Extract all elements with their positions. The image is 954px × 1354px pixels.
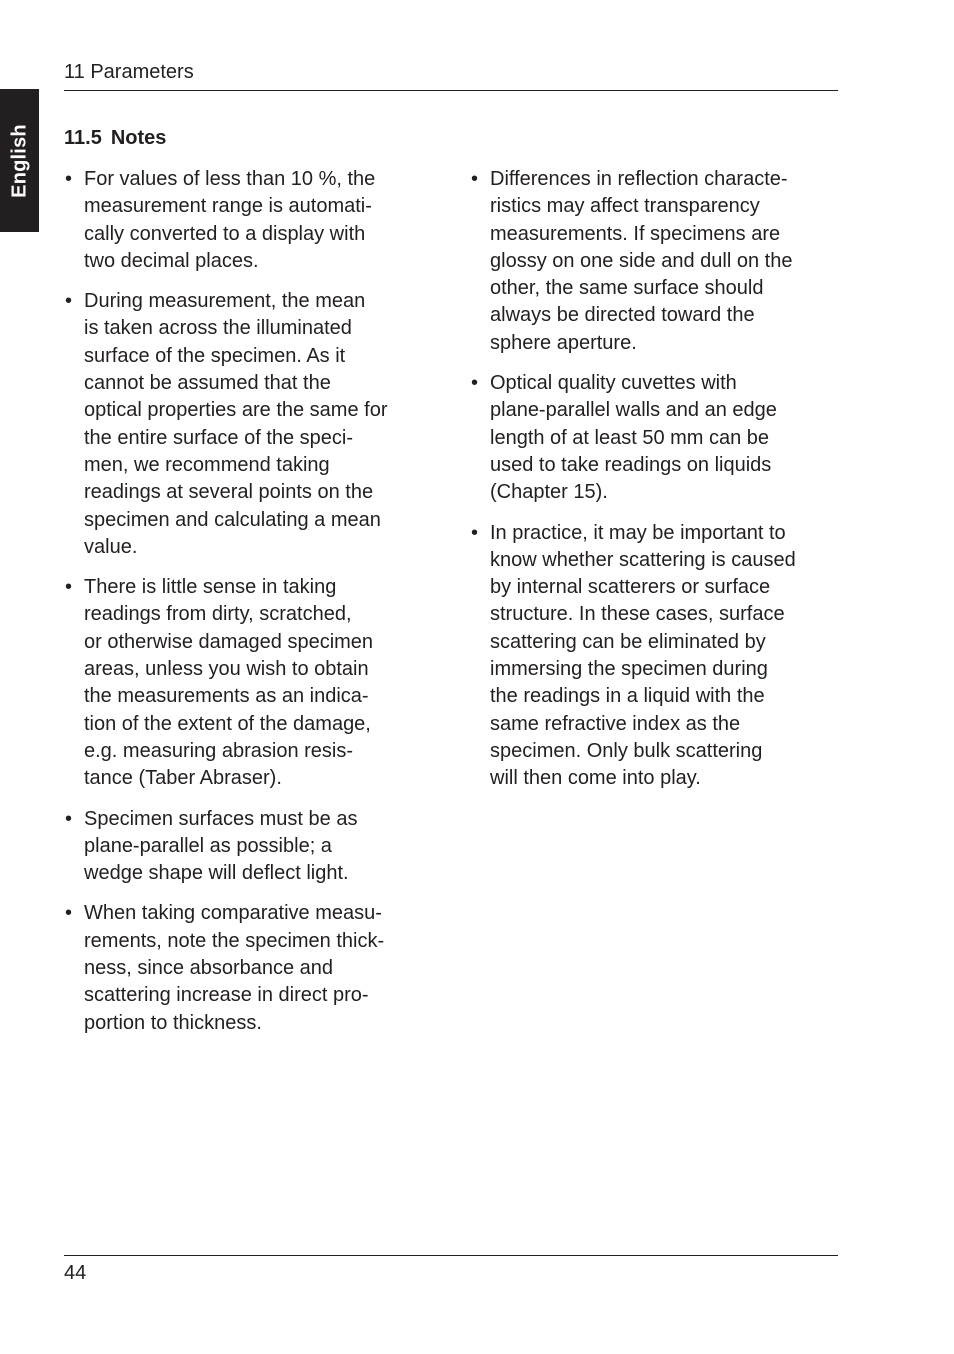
- bullet-icon: •: [65, 576, 73, 599]
- note-text-line: areas, unless you wish to obtain: [84, 658, 369, 681]
- note-text-line: know whether scattering is caused: [490, 548, 796, 571]
- note-text-line: structure. In these cases, surface: [490, 603, 785, 626]
- right-column-notes: [470, 166, 842, 806]
- note-text-line: other, the same surface should: [490, 277, 764, 300]
- note-text-line: Optical quality cuvettes with: [490, 372, 737, 395]
- note-text-line: (Chapter 15).: [490, 481, 608, 504]
- note-text-line: glossy on one side and dull on the: [490, 249, 793, 272]
- note-text-line: the measurements as an indica-: [84, 685, 369, 708]
- language-tab: [0, 89, 39, 232]
- note-item: [470, 520, 842, 793]
- page-number: 44: [64, 1262, 87, 1284]
- bullet-icon: •: [471, 168, 479, 190]
- note-text-line: tion of the extent of the damage,: [84, 712, 371, 735]
- header-divider: [64, 90, 838, 91]
- note-item: [64, 806, 436, 888]
- bullet-icon: •: [65, 290, 73, 313]
- note-text-line: the entire surface of the speci-: [84, 426, 354, 449]
- note-text-line: rements, note the specimen thick-: [84, 929, 385, 952]
- note-item: [64, 288, 436, 561]
- note-text-line: value.: [84, 535, 138, 558]
- note-text-line: or otherwise damaged specimen: [84, 630, 374, 653]
- bullet-icon: •: [65, 807, 73, 830]
- note-text-line: sphere aperture.: [490, 331, 637, 354]
- note-text-line: tance (Taber Abraser).: [84, 767, 282, 790]
- note-item: [470, 370, 842, 506]
- note-text-line: readings at several points on the: [84, 481, 374, 504]
- note-text-line: men, we recommend taking: [84, 453, 330, 476]
- note-item: [64, 574, 436, 792]
- note-text-line: surface of the specimen. As it: [84, 344, 346, 367]
- note-text-line: cally converted to a display with: [84, 222, 366, 245]
- note-text-line: During measurement, the mean: [84, 290, 366, 313]
- language-tab-label: English: [8, 123, 30, 198]
- note-item: [64, 900, 436, 1036]
- note-text-line: portion to thickness.: [84, 1011, 262, 1034]
- note-text-line: two decimal places.: [84, 249, 259, 272]
- note-text-line: specimen. Only bulk scattering: [490, 739, 763, 762]
- running-header: 11 Parameters: [64, 61, 194, 83]
- note-text-line: Differences in reflection characte-: [490, 168, 788, 190]
- note-text-line: plane-parallel walls and an edge: [490, 399, 777, 422]
- note-text-line: ristics may affect transparency: [490, 195, 760, 218]
- footer-divider: [64, 1255, 838, 1256]
- note-text-line: For values of less than 10 %, the: [84, 168, 376, 190]
- bullet-icon: •: [471, 372, 479, 395]
- note-text-line: specimen and calculating a mean: [84, 508, 381, 531]
- note-text-line: readings from dirty, scratched,: [84, 603, 352, 626]
- section-number: 11.5: [64, 127, 102, 149]
- note-text-line: used to take readings on liquids: [490, 453, 772, 476]
- note-text-line: is taken across the illuminated: [84, 317, 352, 340]
- note-text-line: scattering increase in direct pro-: [84, 984, 369, 1007]
- note-item: [64, 166, 436, 275]
- note-text-line: ness, since absorbance and: [84, 957, 334, 980]
- note-text-line: There is little sense in taking: [84, 576, 337, 599]
- note-text-line: plane-parallel as possible; a: [84, 834, 332, 857]
- note-text-line: When taking comparative measu-: [84, 902, 382, 925]
- note-text-line: measurement range is automati-: [84, 195, 372, 218]
- note-text-line: cannot be assumed that the: [84, 372, 331, 395]
- section-heading: [64, 126, 166, 150]
- note-text-line: Specimen surfaces must be as: [84, 807, 358, 830]
- section-title: Notes: [110, 127, 167, 149]
- note-item: [470, 166, 842, 357]
- note-text-line: wedge shape will deflect light.: [84, 862, 349, 885]
- note-text-line: same refractive index as the: [490, 712, 741, 735]
- note-text-line: length of at least 50 mm can be: [490, 426, 770, 449]
- note-text-line: will then come into play.: [490, 767, 701, 790]
- note-text-line: In practice, it may be important to: [490, 521, 786, 544]
- note-text-line: immersing the specimen during: [490, 658, 768, 681]
- note-text-line: by internal scatterers or surface: [490, 576, 771, 599]
- note-text-line: e.g. measuring abrasion resis-: [84, 739, 354, 762]
- note-text-line: always be directed toward the: [490, 304, 755, 327]
- bullet-icon: •: [65, 168, 73, 190]
- bullet-icon: •: [471, 521, 479, 544]
- bullet-icon: •: [65, 902, 73, 925]
- note-text-line: measurements. If specimens are: [490, 222, 781, 245]
- note-text-line: scattering can be eliminated by: [490, 630, 766, 653]
- note-text-line: optical properties are the same for: [84, 399, 388, 422]
- left-column-notes: [64, 166, 436, 1050]
- note-text-line: the readings in a liquid with the: [490, 685, 765, 708]
